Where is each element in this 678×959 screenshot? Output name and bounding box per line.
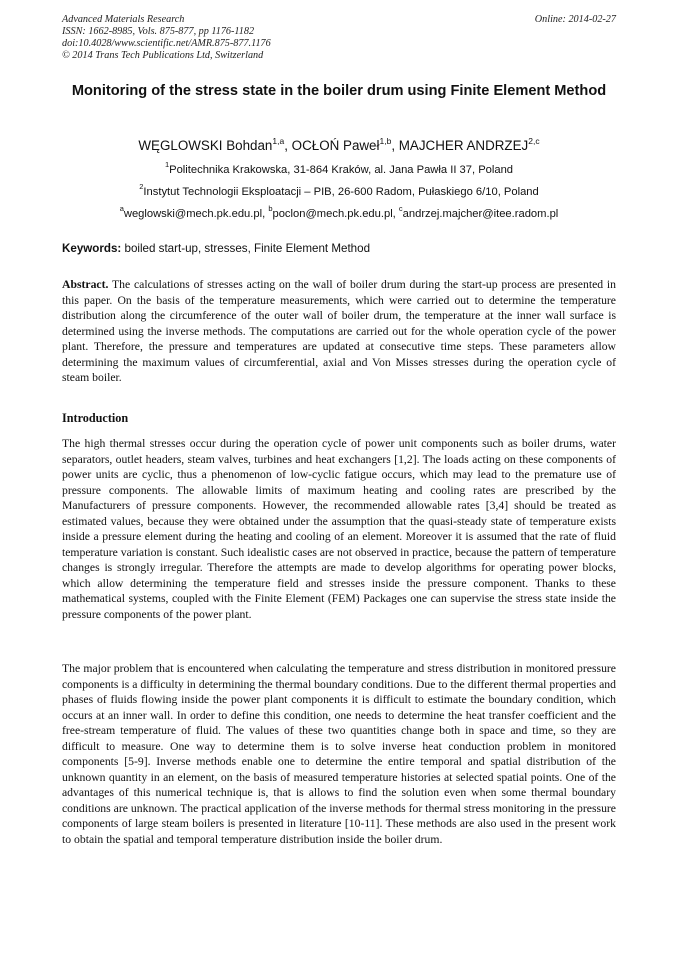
journal-doi: doi:10.4028/www.scientific.net/AMR.875-877.1176 <box>62 38 271 49</box>
author-name: WĘGLOWSKI Bohdan <box>138 138 273 153</box>
author-name: OCŁOŃ Paweł <box>291 138 380 153</box>
affiliation-text: Politechnika Krakowska, 31-864 Kraków, al. Jana Pawła II 37, Poland <box>169 164 514 176</box>
affiliation-marker: 1 <box>164 160 170 170</box>
abstract-text: The calculations of stresses acting on the wall of boiler drum during the start-up process are presented in this paper. On the basis of the temperature measurements, which were carried out to determine the temperature distribution along the circumference of the outer wall of boiler drum, the temperature at the inner wall surface is determined using the inverse methods. The computations are carried out for the whole operation cycle of the power plant. Therefore, the pressure and temperatures are updated at consecutive time steps. These parameters allow determining the maximum values of circumferential, axial and Von Misses stresses during the operation cycle of steam boiler. <box>62 278 616 384</box>
paper-title: Monitoring of the stress state in the boiler drum using Finite Element Method <box>71 83 607 99</box>
email-marker: b <box>268 204 273 214</box>
journal-issn: ISSN: 1662-8985, Vols. 875-877, pp 1176-1182 <box>62 26 255 37</box>
abstract-label: Abstract. <box>62 278 109 291</box>
email-marker: c <box>398 204 403 214</box>
keywords-text: boiled start-up, stresses, Finite Element Method <box>121 242 371 255</box>
email-marker: a <box>119 204 124 214</box>
author-affiliation-marker: 1,a <box>272 135 285 146</box>
author-list <box>62 137 616 155</box>
journal-name: Advanced Materials Research <box>62 14 185 25</box>
abstract-paragraph <box>62 277 616 386</box>
affiliation-marker: 2 <box>139 182 144 192</box>
keywords-label: Keywords: <box>62 242 122 255</box>
section-heading-introduction: Introduction <box>62 411 129 425</box>
introduction-paragraph-1: The high thermal stresses occur during the operation cycle of power unit components such as boiler drums, water separators, outlet headers, steam valves, turbines and heat exchangers [1,2]. The loads acting on these components of power units are cyclic, thus a phenomenon of low-cyclic fatigue occurs, which may lead to the premature use of pressure components. The allowable limits of maximum heating and cooling rates are prescribed by the Manufacturers of pressure components. However, the recommended allowable rates [3,4] should be treated as estimated values, because they were obtained under the assumption that the quasi-steady state of temperature exists inside a pressure element during the heating and cooling of an element. Moreover it is assumed that the rate of fluid temperature variation is constant. Such idealistic cases are not observed in practice, because the pattern of temperature changes is strongly irregular. Therefore the attempts are made to develop algorithms for operating power blocks, which allow determining the temperature field and stresses inside the pressure component. Thanks to these mathematical systems, coupled with the Finite Element (FEM) Packages one can supervise the stress state inside the pressure components of the power plant. <box>62 437 616 621</box>
online-date: Online: 2014-02-27 <box>534 14 616 25</box>
email-link[interactable]: weglowski@mech.pk.edu.pl, <box>123 208 269 220</box>
affiliation-2 <box>62 182 616 200</box>
author-affiliation-marker: 1,b <box>379 135 392 146</box>
email-link[interactable]: poclon@mech.pk.edu.pl, <box>272 208 399 220</box>
journal-header <box>62 14 616 62</box>
author-separator: , <box>391 138 399 153</box>
author-name: MAJCHER ANDRZEJ <box>398 138 529 153</box>
affiliation-1 <box>62 160 616 178</box>
email-link[interactable]: andrzej.majcher@itee.radom.pl <box>402 208 559 220</box>
keywords-line <box>62 241 616 257</box>
affiliation-text: Instytut Technologii Eksploatacji – PIB, 26-600 Radom, Pułaskiego 6/10, Poland <box>143 186 539 198</box>
author-affiliation-marker: 2,c <box>528 135 540 146</box>
introduction-paragraph-2: The major problem that is encountered when calculating the temperature and stress distribution in monitored pressure components is a difficulty in determining the thermal boundary conditions. Due to the different thermal properties and phases of fluids flowing inside the power plant components it is difficult to estimate the boundary condition, which occurs at an inner wall. In order to define this condition, one needs to determine the heat transfer coefficient and the free-stream temperature of fluid. The values of these two quantities change both in space and time, so they are difficult to measure. One way to determine them is to solve inverse heat conduction problem in monitored components [5-9]. Inverse methods enable one to determine the entire temporal and spatial distribution of the unknown quantity in an element, on the basis of measured temperature histories at selected spatial points. One of the advantages of this numerical technique is, that is allows to find the solution even when some thermal boundary conditions are unknown. The practical application of the inverse methods for thermal stress monitoring in the pressure components of large steam boilers is presented in literature [10-11]. These methods are also used in the present work to obtain the spatial and temporal temperature distribution inside the boiler drum. <box>62 662 616 846</box>
journal-copyright: © 2014 Trans Tech Publications Ltd, Switzerland <box>62 50 264 61</box>
author-emails <box>62 204 616 222</box>
author-separator: , <box>284 138 292 153</box>
